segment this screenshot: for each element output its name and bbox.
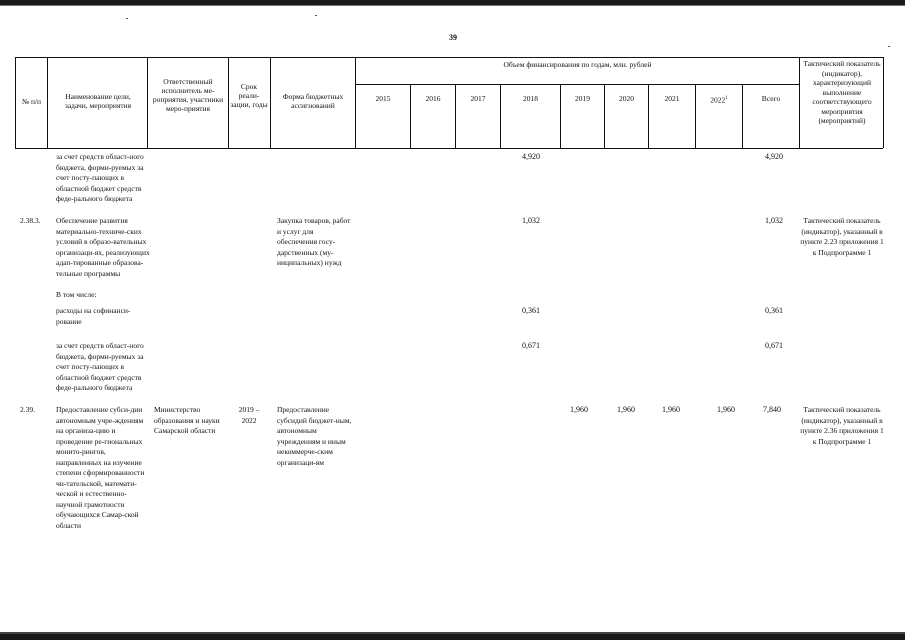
row-4-indicator: Тактический показатель (индикатор), указанный в пункте 2.36 приложения 1 к Подпрограмме 1: [800, 405, 884, 446]
page-number: 39: [449, 33, 457, 42]
header-year: 2020: [619, 94, 634, 103]
header-table-frame: [15, 57, 883, 149]
row-1-form: Закупка товаров, работ и услуг для обеспечения госу-дарственных (му-ниципальных) нужд: [277, 216, 351, 267]
header-executor: Ответственный исполнитель ме-роприятия, участники меро-приятия: [152, 77, 224, 113]
header-vline: [47, 57, 48, 148]
header-year-label: 2022: [710, 95, 726, 105]
header-year: 2018: [523, 94, 538, 103]
row-4-2021: 1,960: [662, 405, 680, 414]
row-1-name: Обеспечение развития материально-техниче-ских условий в образо-вательных организаци-ях, реализующих адап-тированные образова-тельные программы: [56, 216, 150, 278]
header-year: 2021: [664, 94, 680, 103]
header-vline: [883, 57, 884, 148]
row-4-executor: Министерство образования и науки Самарской области: [154, 405, 220, 435]
header-period: Срок реали-зации, годы: [230, 82, 268, 109]
row-1-indicator: Тактический показатель (индикатор), указанный в пункте 2.23 приложения 1 к Подпрограмме 1: [800, 216, 884, 257]
scan-bottom-border: [0, 631, 905, 640]
row-4-name: Предоставление субси-дии автономным учре-ждениям на организа-цию и проведение ре-гиональных монито-рингов, направленных на изучение степени сформированности чи-тательской, математи-ческой и естественно-научной грамотности обучающихся Самар-ской области: [56, 405, 145, 530]
scan-speck: [126, 18, 128, 19]
funding-subheader-line: [355, 84, 799, 85]
row-4-2020: 1,960: [617, 405, 635, 414]
header-num: № п/п: [21, 97, 42, 106]
row-3-2018: 0,671: [522, 341, 540, 350]
header-year: 2017: [470, 94, 486, 103]
header-funding: Объем финансирования по годам, млн. рублей: [503, 60, 652, 69]
header-vline: [228, 57, 229, 148]
header-indicator: Тактический показатель (индикатор), характеризующий выполнение соответствующего мероприятия (мероприятий): [803, 59, 881, 125]
row-0-total: 4,920: [765, 152, 783, 161]
header-vline: [270, 57, 271, 148]
header-form: Форма бюджетных ассигнований: [282, 92, 344, 110]
footnote-mark: 1: [725, 96, 728, 101]
row-4-2019: 1,960: [570, 405, 588, 414]
row-4-form: Предоставление субсидий бюджет-ным, автономным учреждениям и иным некоммерче-ским организаци-ям: [277, 405, 352, 467]
row-1-total: 1,032: [765, 216, 783, 225]
row-0-2018: 4,920: [522, 152, 540, 161]
header-year-2022: [696, 94, 742, 105]
row-1-2018: 1,032: [522, 216, 540, 225]
header-year: 2019: [575, 94, 590, 103]
header-name: Наименование цели, задачи, мероприятия: [64, 92, 132, 110]
row-4-num: 2.39.: [20, 405, 35, 414]
row-3-total: 0,671: [765, 341, 783, 350]
row-2-2018: 0,361: [522, 306, 540, 315]
row-4-total: 7,840: [763, 405, 781, 414]
row-4-2022: 1,960: [717, 405, 735, 414]
header-total: Всего: [761, 94, 781, 103]
row-4-period: 2019 – 2022: [238, 405, 260, 425]
header-vline: [799, 57, 800, 148]
scan-speck: [315, 15, 317, 16]
scan-speck: [888, 46, 890, 47]
row-0-name: за счет средств област-ного бюджета, форми-руемых за счет посту-пающих в областной бюджет средств феде-рального бюджета: [56, 152, 144, 203]
row-2-name: расходы на софинанси-рование: [56, 306, 131, 326]
header-year: 2015: [375, 94, 391, 103]
scan-top-border: [0, 0, 905, 8]
row-1-sublabel: В том числе:: [56, 290, 97, 299]
header-year: 2016: [425, 94, 441, 103]
row-3-name: за счет средств област-ного бюджета, форми-руемых за счет посту-пающих в областной бюджет средств феде-рального бюджета: [56, 341, 144, 392]
row-2-total: 0,361: [765, 306, 783, 315]
row-1-num: 2.38.3.: [20, 216, 41, 225]
header-vline: [147, 57, 148, 148]
